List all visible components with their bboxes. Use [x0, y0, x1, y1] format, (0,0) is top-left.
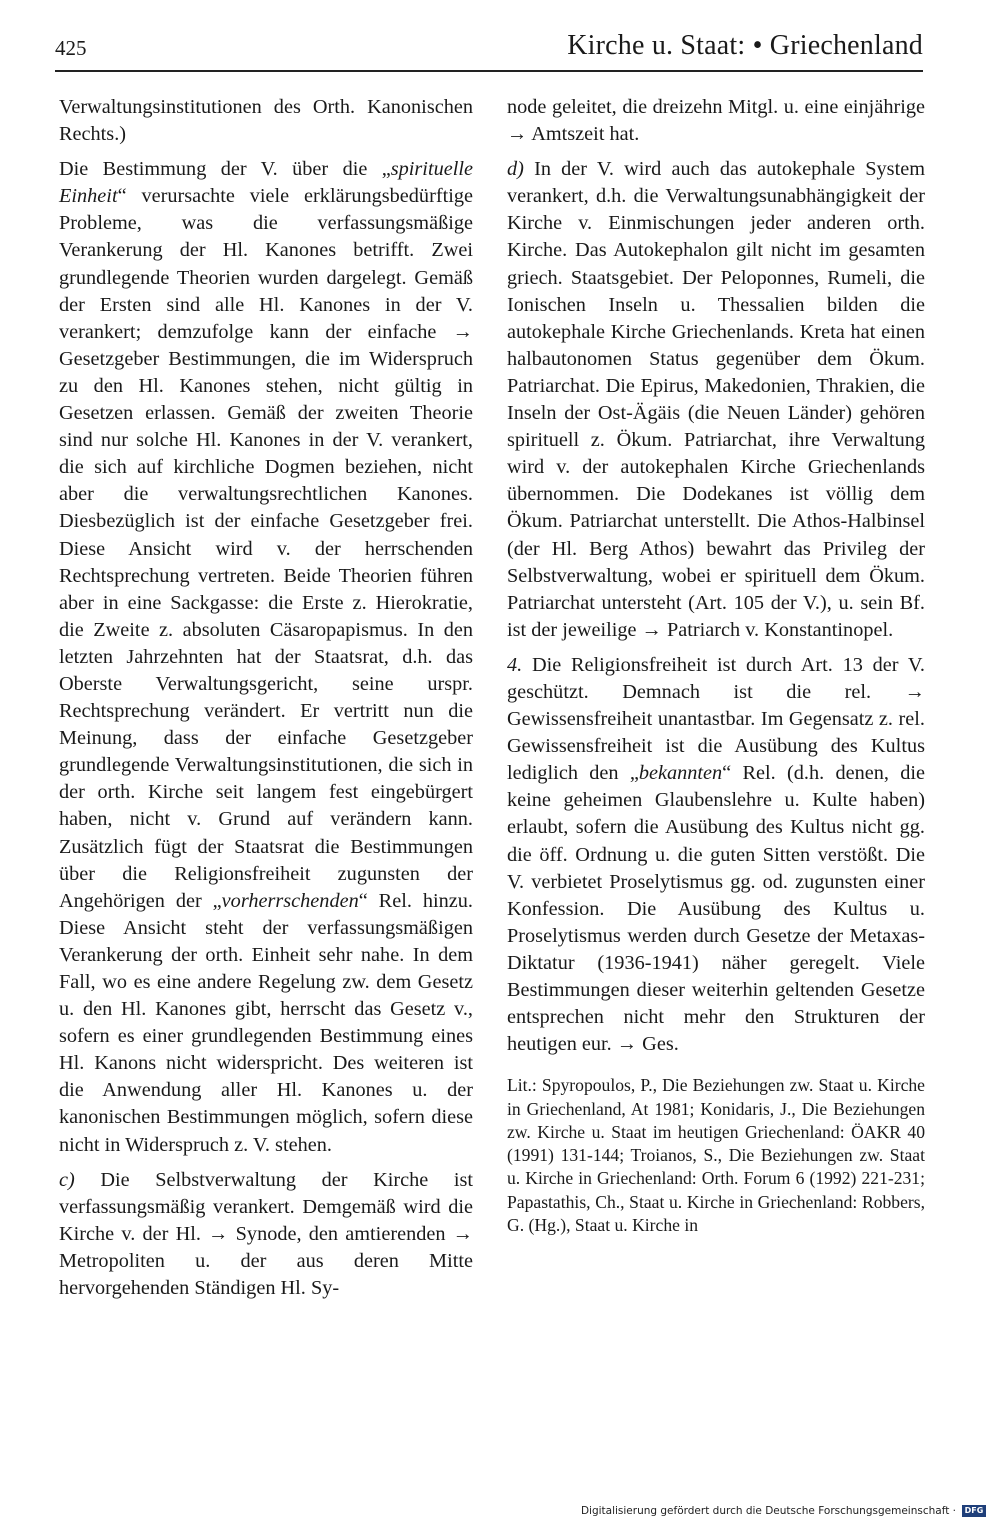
footer-text: Digitalisierung gefördert durch die Deutsche Forschungsgemeinschaft · [580, 1505, 956, 1517]
paragraph: node geleitet, die dreizehn Mitgl. u. eine einjährige → Amtszeit hat. [507, 96, 925, 146]
page-number: 425 [55, 36, 87, 60]
italic-term: bekannten [638, 762, 723, 785]
section-marker: 4. [507, 653, 523, 676]
section-marker: c) [59, 1168, 75, 1191]
digitization-footer [581, 1500, 986, 1522]
dfg-logo-icon: DFG [962, 1505, 986, 1517]
paragraph: Die Bestimmung der V. über die „spirituelle Einheit“ verursachte viele erklärungsbedürftige Probleme, was die verfassungsmäßige Verankerung der Hl. Kanones betrifft. Zwei grundlegende Theorien wurden dargelegt. Gemäß der Ersten sind alle Hl. Kanones in der V. verankert; demzufolge kann der einfache → Gesetzgeber Bestimmungen, die im Widerspruch zu den Hl. Kanones stehen, nicht gültig in Gesetzen erlassen. Gemäß der zweiten Theorie sind nur solche Hl. Kanones in der V. verankert, die sich auf kirchliche Dogmen beziehen, nicht aber die verwaltungsrechtlichen Kanones. Diesbezüglich ist der einfache Gesetzgeber frei. Diese Ansicht wird v. der herrschenden Rechtsprechung vertreten. Beide Theorien führen aber in eine Sackgasse: die Erste z. Hierokratie, die Zweite z. absoluten Cäsaropapismus. In den letzten Jahrzehnten hat der Staatsrat, d.h. das Oberste Verwaltungsgericht, seine urspr. Rechtsprechung verändert. Er vertritt nun die Meinung, dass der einfache Gesetzgeber grundlegende Verwaltungsinstitutionen, die sich in der orth. Kirche seit langem fest eingebürgert haben, nicht v. Grund auf verändern kann. Zusätzlich fügt der Staatsrat die Bestimmungen über die Religionsfreiheit zugunsten der Angehörigen der „vorherrschenden“ Rel. hinzu. Diese Ansicht steht der verfassungsmäßigen Verankerung der orth. Einheit sehr nahe. In dem Fall, wo es eine andere Regelung zw. dem Gesetz u. den Hl. Kanones gibt, herrscht das Gesetz v., sofern es einer grundlegenden Bestimmung eines Hl. Kanons nicht widerspricht. Des weiteren ist die Anwendung aller Hl. Kanones u. der kanonischen Bestimmungen möglich, sofern diese nicht in Widerspruch z. V. stehen. [59, 158, 473, 1156]
italic-term: spirituelle Einheit [59, 158, 473, 208]
running-title: Kirche u. Staat: • Griechenland [567, 30, 923, 61]
page-header [55, 30, 923, 72]
literature-references: Lit.: Spyropoulos, P., Die Beziehungen zw. Staat u. Kirche in Griechenland, At 1981; Konidaris, J., Die Beziehungen zw. Kirche u. Staat im heutigen Griechenland: ÖAKR 40 (1991) 131-144; Troianos, S., Die Beziehungen zw. Staat u. Kirche in Griechenland: Orth. Forum 6 (1992) 221-231; Papastathis, Ch., Staat u. Kirche in Griechenland: Robbers, G. (Hg.), Staat u. Kirche in [507, 1075, 925, 1236]
paragraph: c) Die Selbstverwaltung der Kirche ist verfassungsmäßig verankert. Demgemäß wird die Kirche v. der Hl. → Synode, den amtierenden → Metropoliten u. der aus deren Mitte hervorgehenden Ständigen Hl. Sy- [59, 1168, 473, 1300]
italic-term: vorherrschenden [221, 889, 359, 912]
paragraph: Verwaltungsinstitutionen des Orth. Kanonischen Rechts.) [59, 96, 473, 146]
left-column [59, 94, 473, 1310]
paragraph: d) In der V. wird auch das autokephale System verankert, d.h. die Verwaltungsunabhängigkeit der Kirche v. Einmischungen jeder anderen orth. Kirche. Das Autokephalon gilt nicht im gesamten griech. Staatsgebiet. Der Peloponnes, Rumeli, die Ionischen Inseln u. Thessalien bilden die autokephale Kirche Griechenlands. Kreta hat einen halbautonomen Status gegenüber dem Ökum. Patriarchat. Die Epirus, Makedonien, Thrakien, die Inseln der Ost-Ägäis (die Neuen Länder) gehören spirituell z. Ökum. Patriarchat, ihre Verwaltung wird v. der autokephalen Kirche Griechenlands übernommen. Die Dodekanes ist völlig dem Ökum. Patriarchat unterstellt. Die Athos-Halbinsel (der Hl. Berg Athos) bewahrt das Privileg der Selbstverwaltung, wobei er spirituell dem Ökum. Patriarchat untersteht (Art. 105 der V.), u. sein Bf. ist der jeweilige → Patriarch v. Konstantinopel. [507, 158, 925, 641]
section-marker: d) [507, 158, 524, 181]
right-column [507, 94, 925, 1245]
paragraph: 4. Die Religionsfreiheit ist durch Art. 13 der V. geschützt. Demnach ist die rel. → Gewissensfreiheit unantastbar. Im Gegensatz z. rel. Gewissensfreiheit ist die Ausübung des Kultus lediglich den „bekannten“ Rel. (d.h. denen, die keine geheimen Glaubenslehre u. Kulte haben) erlaubt, sofern die Ausübung des Kultus nicht gg. die öff. Ordnung u. die guten Sitten verstößt. Die V. verbietet Proselytismus gg. od. zugunsten einer Konfession. Die Ausübung des Kultus u. Proselytismus werden durch Gesetze der Metaxas-Diktatur (1936-1941) näher geregelt. Viele Bestimmungen dieser weiterhin geltenden Gesetze entsprechen nicht mehr den Strukturen der heutigen eur. → Ges. [507, 653, 926, 1056]
